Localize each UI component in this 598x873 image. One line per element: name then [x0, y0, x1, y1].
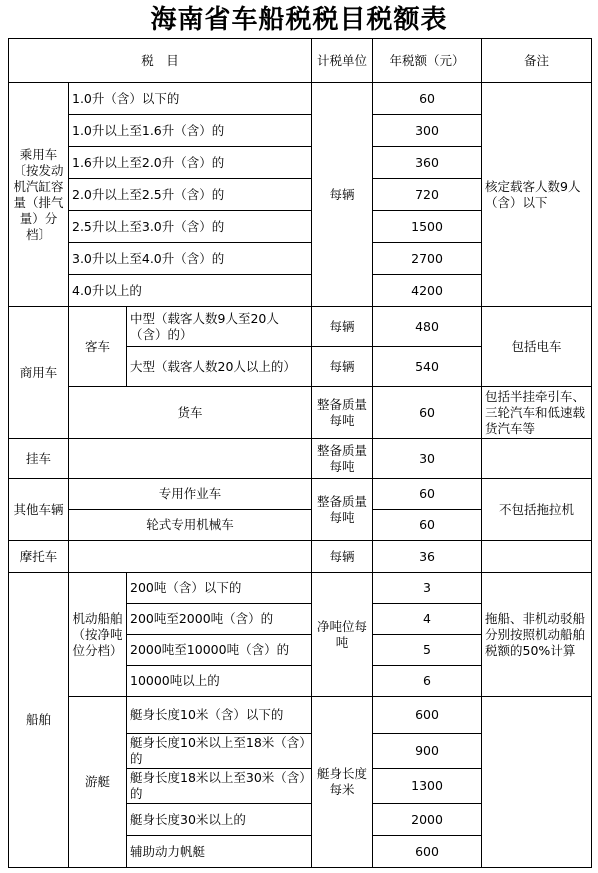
other-row-label: 专用作业车 — [69, 479, 312, 510]
header-amount: 年税额（元） — [373, 39, 482, 83]
other-row-label: 轮式专用机械车 — [69, 510, 312, 541]
table-row — [9, 83, 592, 115]
commercial-category: 商用车 — [9, 307, 69, 439]
yacht-row-amount: 600 — [373, 697, 482, 734]
motor-ship-row-amount: 3 — [373, 573, 482, 604]
table-row — [9, 307, 592, 347]
table-row — [9, 387, 592, 439]
passenger-row-amount: 720 — [373, 179, 482, 211]
passenger-note: 核定载客人数9人（含）以下 — [482, 83, 592, 307]
bus-row-amount: 480 — [373, 307, 482, 347]
vessel-category: 船舶 — [9, 573, 69, 868]
motor-ship-row-amount: 4 — [373, 604, 482, 635]
other-row-amount: 60 — [373, 479, 482, 510]
bus-category: 客车 — [69, 307, 127, 387]
motorcycle-amount: 36 — [373, 541, 482, 573]
yacht-note-empty — [482, 697, 592, 868]
yacht-row-label: 辅助动力帆艇 — [127, 836, 312, 868]
yacht-row-amount: 900 — [373, 734, 482, 769]
table-row — [9, 697, 592, 734]
yacht-row-amount: 1300 — [373, 769, 482, 804]
bus-row-unit: 每辆 — [312, 307, 373, 347]
passenger-row-label: 2.5升以上至3.0升（含）的 — [69, 211, 312, 243]
passenger-row-label: 2.0升以上至2.5升（含）的 — [69, 179, 312, 211]
table-row — [9, 439, 592, 479]
yacht-row-label: 艇身长度18米以上至30米（含）的 — [127, 769, 312, 804]
yacht-row-label: 艇身长度30米以上的 — [127, 804, 312, 836]
passenger-row-amount: 4200 — [373, 275, 482, 307]
motor-ship-note: 拖船、非机动驳船分别按照机动船舶税额的50%计算 — [482, 573, 592, 697]
truck-label: 货车 — [69, 387, 312, 439]
passenger-row-amount: 60 — [373, 83, 482, 115]
truck-amount: 60 — [373, 387, 482, 439]
passenger-row-amount: 2700 — [373, 243, 482, 275]
yacht-row-label: 艇身长度10米（含）以下的 — [127, 697, 312, 734]
motor-ship-row-amount: 5 — [373, 635, 482, 666]
header-row — [9, 39, 592, 83]
table-title: 海南省车船税税目税额表 — [150, 5, 448, 35]
passenger-row-amount: 1500 — [373, 211, 482, 243]
passenger-row-label: 3.0升以上至4.0升（含）的 — [69, 243, 312, 275]
motorcycle-note-empty — [482, 541, 592, 573]
header-unit: 计税单位 — [312, 39, 373, 83]
passenger-unit: 每辆 — [312, 83, 373, 307]
trailer-empty — [69, 439, 312, 479]
motor-ship-row-label: 200吨至2000吨（含）的 — [127, 604, 312, 635]
truck-unit: 整备质量每吨 — [312, 387, 373, 439]
passenger-row-label: 1.0升（含）以下的 — [69, 83, 312, 115]
other-category: 其他车辆 — [9, 479, 69, 541]
header-note: 备注 — [482, 39, 592, 83]
bus-note: 包括电车 — [482, 307, 592, 387]
passenger-row-amount: 360 — [373, 147, 482, 179]
motor-ship-row-label: 10000吨以上的 — [127, 666, 312, 697]
motor-ship-unit: 净吨位每吨 — [312, 573, 373, 697]
motorcycle-empty — [69, 541, 312, 573]
trailer-unit: 整备质量每吨 — [312, 439, 373, 479]
motor-ship-row-label: 200吨（含）以下的 — [127, 573, 312, 604]
motor-ship-category: 机动船舶（按净吨位分档） — [69, 573, 127, 697]
tax-rate-table — [8, 38, 592, 868]
passenger-category: 乘用车〔按发动机汽缸容量（排气量）分档〕 — [9, 83, 69, 307]
yacht-category: 游艇 — [69, 697, 127, 868]
yacht-row-label: 艇身长度10米以上至18米（含）的 — [127, 734, 312, 769]
trailer-note-empty — [482, 439, 592, 479]
other-row-amount: 60 — [373, 510, 482, 541]
trailer-amount: 30 — [373, 439, 482, 479]
bus-row-amount: 540 — [373, 347, 482, 387]
other-note: 不包括拖拉机 — [482, 479, 592, 541]
passenger-row-label: 1.6升以上至2.0升（含）的 — [69, 147, 312, 179]
motorcycle-category: 摩托车 — [9, 541, 69, 573]
yacht-row-amount: 600 — [373, 836, 482, 868]
yacht-unit: 艇身长度每米 — [312, 697, 373, 868]
passenger-row-label: 1.0升以上至1.6升（含）的 — [69, 115, 312, 147]
trailer-category: 挂车 — [9, 439, 69, 479]
other-unit: 整备质量每吨 — [312, 479, 373, 541]
table-row — [9, 541, 592, 573]
motor-ship-row-label: 2000吨至10000吨（含）的 — [127, 635, 312, 666]
bus-row-unit: 每辆 — [312, 347, 373, 387]
yacht-row-amount: 2000 — [373, 804, 482, 836]
passenger-row-label: 4.0升以上的 — [69, 275, 312, 307]
bus-row-label: 大型（载客人数20人以上的） — [127, 347, 312, 387]
table-row — [9, 479, 592, 510]
truck-note: 包括半挂牵引车、三轮汽车和低速载货汽车等 — [482, 387, 592, 439]
header-item: 税 目 — [9, 39, 312, 83]
table-row — [9, 573, 592, 604]
motorcycle-unit: 每辆 — [312, 541, 373, 573]
bus-row-label: 中型（载客人数9人至20人（含）的） — [127, 307, 312, 347]
motor-ship-row-amount: 6 — [373, 666, 482, 697]
passenger-row-amount: 300 — [373, 115, 482, 147]
